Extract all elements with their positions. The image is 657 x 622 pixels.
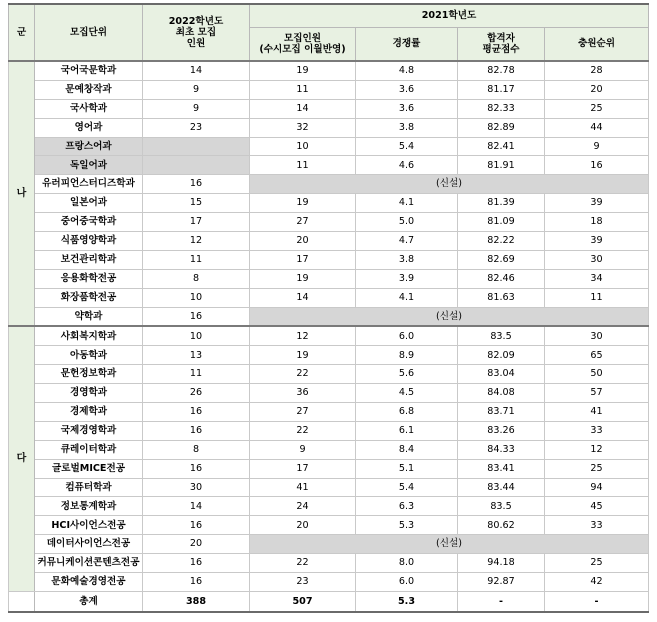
quota-2022-cell: 23 xyxy=(143,118,250,137)
unit-cell: 보건관리학과 xyxy=(35,250,143,269)
new-badge-cell: (신설) xyxy=(250,535,649,554)
ratio-cell: 6.0 xyxy=(356,573,458,592)
ratio-cell: 4.6 xyxy=(356,156,458,175)
table-row xyxy=(9,573,649,592)
rank-cell: 94 xyxy=(545,478,649,497)
quota-2022-cell: 11 xyxy=(143,365,250,384)
ratio-cell: 3.8 xyxy=(356,250,458,269)
unit-cell: 독일어과 xyxy=(35,156,143,175)
quota-2022-cell: 16 xyxy=(143,516,250,535)
score-cell: 83.5 xyxy=(458,326,545,345)
group-label: 나 xyxy=(9,61,35,326)
quota-2021-cell: 24 xyxy=(250,497,356,516)
quota-2021-cell: 9 xyxy=(250,440,356,459)
header-quota-2021: 모집인원 (수시모집 이월반영) xyxy=(250,28,356,62)
rank-cell: 33 xyxy=(545,516,649,535)
header-unit: 모집단위 xyxy=(35,4,143,61)
total-ratio: 5.3 xyxy=(356,591,458,612)
rank-cell: 25 xyxy=(545,99,649,118)
ratio-cell: 4.7 xyxy=(356,232,458,251)
total-rank: - xyxy=(545,591,649,612)
unit-cell: 약학과 xyxy=(35,307,143,326)
ratio-cell: 4.1 xyxy=(356,288,458,307)
table-body xyxy=(9,61,649,612)
ratio-cell: 5.4 xyxy=(356,137,458,156)
quota-2022-cell: 9 xyxy=(143,80,250,99)
ratio-cell: 6.8 xyxy=(356,403,458,422)
unit-cell: 일본어과 xyxy=(35,194,143,213)
unit-cell: 커뮤니케이션콘텐츠전공 xyxy=(35,554,143,573)
rank-cell: 44 xyxy=(545,118,649,137)
ratio-cell: 6.3 xyxy=(356,497,458,516)
quota-2022-cell: 10 xyxy=(143,288,250,307)
quota-2022-cell: 15 xyxy=(143,194,250,213)
ratio-cell: 3.8 xyxy=(356,118,458,137)
unit-cell: 응용화학전공 xyxy=(35,269,143,288)
quota-2022-cell: 20 xyxy=(143,535,250,554)
header-year-2021: 2021학년도 xyxy=(250,4,649,28)
unit-cell: 유러피언스터디즈학과 xyxy=(35,175,143,194)
quota-2021-cell: 27 xyxy=(250,403,356,422)
rank-cell: 65 xyxy=(545,346,649,365)
quota-2021-cell: 41 xyxy=(250,478,356,497)
rank-cell: 42 xyxy=(545,573,649,592)
ratio-cell: 4.5 xyxy=(356,384,458,403)
ratio-cell: 6.1 xyxy=(356,421,458,440)
score-cell: 82.46 xyxy=(458,269,545,288)
unit-cell: 경제학과 xyxy=(35,403,143,422)
ratio-cell: 5.1 xyxy=(356,459,458,478)
admissions-table xyxy=(8,3,649,613)
table-row xyxy=(9,213,649,232)
unit-cell: 화장품학전공 xyxy=(35,288,143,307)
table-row xyxy=(9,421,649,440)
unit-cell: 경영학과 xyxy=(35,384,143,403)
score-cell: 83.41 xyxy=(458,459,545,478)
table-row xyxy=(9,232,649,251)
ratio-cell: 4.1 xyxy=(356,194,458,213)
quota-2022-cell: 16 xyxy=(143,554,250,573)
quota-2021-cell: 19 xyxy=(250,346,356,365)
ratio-cell: 3.9 xyxy=(356,269,458,288)
table-row xyxy=(9,99,649,118)
table-row xyxy=(9,307,649,326)
quota-2021-cell: 12 xyxy=(250,326,356,345)
unit-cell: 식품영양학과 xyxy=(35,232,143,251)
table-row xyxy=(9,269,649,288)
ratio-cell: 8.4 xyxy=(356,440,458,459)
quota-2022-cell: 17 xyxy=(143,213,250,232)
header-rank: 충원순위 xyxy=(545,28,649,62)
quota-2021-cell: 11 xyxy=(250,156,356,175)
rank-cell: 9 xyxy=(545,137,649,156)
header-score: 합격자 평균점수 xyxy=(458,28,545,62)
unit-cell: 프랑스어과 xyxy=(35,137,143,156)
rank-cell: 18 xyxy=(545,213,649,232)
quota-2022-cell: 8 xyxy=(143,269,250,288)
admissions-table-container xyxy=(8,3,649,613)
ratio-cell: 5.3 xyxy=(356,516,458,535)
table-row xyxy=(9,156,649,175)
rank-cell: 30 xyxy=(545,326,649,345)
score-cell: 82.89 xyxy=(458,118,545,137)
score-cell: 92.87 xyxy=(458,573,545,592)
score-cell: 82.78 xyxy=(458,61,545,80)
quota-2021-cell: 11 xyxy=(250,80,356,99)
table-row xyxy=(9,250,649,269)
ratio-cell: 4.8 xyxy=(356,61,458,80)
rank-cell: 25 xyxy=(545,459,649,478)
ratio-cell: 5.4 xyxy=(356,478,458,497)
table-row xyxy=(9,497,649,516)
rank-cell: 57 xyxy=(545,384,649,403)
quota-2022-cell: 8 xyxy=(143,440,250,459)
rank-cell: 25 xyxy=(545,554,649,573)
quota-2021-cell: 19 xyxy=(250,61,356,80)
table-row xyxy=(9,288,649,307)
rank-cell: 30 xyxy=(545,250,649,269)
quota-2022-cell: 16 xyxy=(143,403,250,422)
table-row xyxy=(9,61,649,80)
total-row xyxy=(9,591,649,612)
score-cell: 82.41 xyxy=(458,137,545,156)
score-cell: 82.09 xyxy=(458,346,545,365)
score-cell: 83.71 xyxy=(458,403,545,422)
ratio-cell: 8.9 xyxy=(356,346,458,365)
score-cell: 82.69 xyxy=(458,250,545,269)
table-row xyxy=(9,137,649,156)
quota-2022-cell: 14 xyxy=(143,61,250,80)
quota-2021-cell: 22 xyxy=(250,554,356,573)
quota-2022-cell: 9 xyxy=(143,99,250,118)
total-group-cell xyxy=(9,591,35,612)
score-cell: 84.08 xyxy=(458,384,545,403)
quota-2022-cell: 26 xyxy=(143,384,250,403)
unit-cell: 국사학과 xyxy=(35,99,143,118)
score-cell: 81.91 xyxy=(458,156,545,175)
score-cell: 84.33 xyxy=(458,440,545,459)
header-ratio: 경쟁률 xyxy=(356,28,458,62)
unit-cell: 문헌정보학과 xyxy=(35,365,143,384)
unit-cell: 정보통계학과 xyxy=(35,497,143,516)
total-score: - xyxy=(458,591,545,612)
unit-cell: 국어국문학과 xyxy=(35,61,143,80)
rank-cell: 28 xyxy=(545,61,649,80)
rank-cell: 16 xyxy=(545,156,649,175)
score-cell: 83.5 xyxy=(458,497,545,516)
quota-2022-cell xyxy=(143,156,250,175)
total-quota-2021: 507 xyxy=(250,591,356,612)
unit-cell: 중어중국학과 xyxy=(35,213,143,232)
quota-2022-cell: 16 xyxy=(143,307,250,326)
rank-cell: 20 xyxy=(545,80,649,99)
header-quota-2022: 2022학년도 최초 모집 인원 xyxy=(143,4,250,61)
table-row xyxy=(9,535,649,554)
rank-cell: 12 xyxy=(545,440,649,459)
quota-2021-cell: 22 xyxy=(250,365,356,384)
quota-2022-cell xyxy=(143,137,250,156)
unit-cell: 문예창작과 xyxy=(35,80,143,99)
unit-cell: 국제경영학과 xyxy=(35,421,143,440)
unit-cell: 아동학과 xyxy=(35,346,143,365)
quota-2021-cell: 17 xyxy=(250,250,356,269)
score-cell: 82.33 xyxy=(458,99,545,118)
quota-2022-cell: 11 xyxy=(143,250,250,269)
rank-cell: 11 xyxy=(545,288,649,307)
unit-cell: 컴퓨터학과 xyxy=(35,478,143,497)
quota-2022-cell: 16 xyxy=(143,573,250,592)
quota-2021-cell: 36 xyxy=(250,384,356,403)
table-row xyxy=(9,365,649,384)
rank-cell: 39 xyxy=(545,194,649,213)
quota-2021-cell: 22 xyxy=(250,421,356,440)
quota-2021-cell: 20 xyxy=(250,232,356,251)
table-row xyxy=(9,194,649,213)
quota-2022-cell: 30 xyxy=(143,478,250,497)
quota-2021-cell: 27 xyxy=(250,213,356,232)
table-row xyxy=(9,554,649,573)
score-cell: 81.17 xyxy=(458,80,545,99)
unit-cell: 문화예술경영전공 xyxy=(35,573,143,592)
new-badge-cell: (신설) xyxy=(250,307,649,326)
quota-2022-cell: 10 xyxy=(143,326,250,345)
quota-2021-cell: 10 xyxy=(250,137,356,156)
quota-2021-cell: 14 xyxy=(250,288,356,307)
quota-2022-cell: 13 xyxy=(143,346,250,365)
table-row xyxy=(9,326,649,345)
unit-cell: 영어과 xyxy=(35,118,143,137)
score-cell: 83.26 xyxy=(458,421,545,440)
ratio-cell: 8.0 xyxy=(356,554,458,573)
unit-cell: 데이터사이언스전공 xyxy=(35,535,143,554)
rank-cell: 39 xyxy=(545,232,649,251)
quota-2021-cell: 32 xyxy=(250,118,356,137)
table-row xyxy=(9,459,649,478)
table-row xyxy=(9,516,649,535)
ratio-cell: 6.0 xyxy=(356,326,458,345)
score-cell: 83.44 xyxy=(458,478,545,497)
quota-2022-cell: 16 xyxy=(143,459,250,478)
ratio-cell: 5.6 xyxy=(356,365,458,384)
quota-2021-cell: 20 xyxy=(250,516,356,535)
quota-2021-cell: 23 xyxy=(250,573,356,592)
header-group: 군 xyxy=(9,4,35,61)
score-cell: 81.39 xyxy=(458,194,545,213)
ratio-cell: 5.0 xyxy=(356,213,458,232)
table-row xyxy=(9,384,649,403)
ratio-cell: 3.6 xyxy=(356,99,458,118)
quota-2021-cell: 17 xyxy=(250,459,356,478)
score-cell: 94.18 xyxy=(458,554,545,573)
unit-cell: HCI사이언스전공 xyxy=(35,516,143,535)
score-cell: 81.63 xyxy=(458,288,545,307)
score-cell: 83.04 xyxy=(458,365,545,384)
quota-2021-cell: 19 xyxy=(250,269,356,288)
table-row xyxy=(9,440,649,459)
table-row xyxy=(9,118,649,137)
total-quota-2022: 388 xyxy=(143,591,250,612)
rank-cell: 34 xyxy=(545,269,649,288)
table-row xyxy=(9,478,649,497)
quota-2022-cell: 16 xyxy=(143,421,250,440)
unit-cell: 사회복지학과 xyxy=(35,326,143,345)
score-cell: 82.22 xyxy=(458,232,545,251)
rank-cell: 41 xyxy=(545,403,649,422)
new-badge-cell: (신설) xyxy=(250,175,649,194)
quota-2021-cell: 14 xyxy=(250,99,356,118)
rank-cell: 50 xyxy=(545,365,649,384)
rank-cell: 33 xyxy=(545,421,649,440)
unit-cell: 큐레이터학과 xyxy=(35,440,143,459)
table-row xyxy=(9,403,649,422)
quota-2021-cell: 19 xyxy=(250,194,356,213)
score-cell: 80.62 xyxy=(458,516,545,535)
quota-2022-cell: 14 xyxy=(143,497,250,516)
group-label: 다 xyxy=(9,326,35,591)
rank-cell: 45 xyxy=(545,497,649,516)
table-row xyxy=(9,346,649,365)
quota-2022-cell: 12 xyxy=(143,232,250,251)
total-label: 총계 xyxy=(35,591,143,612)
score-cell: 81.09 xyxy=(458,213,545,232)
table-row xyxy=(9,80,649,99)
table-row xyxy=(9,175,649,194)
quota-2022-cell: 16 xyxy=(143,175,250,194)
ratio-cell: 3.6 xyxy=(356,80,458,99)
unit-cell: 글로벌MICE전공 xyxy=(35,459,143,478)
